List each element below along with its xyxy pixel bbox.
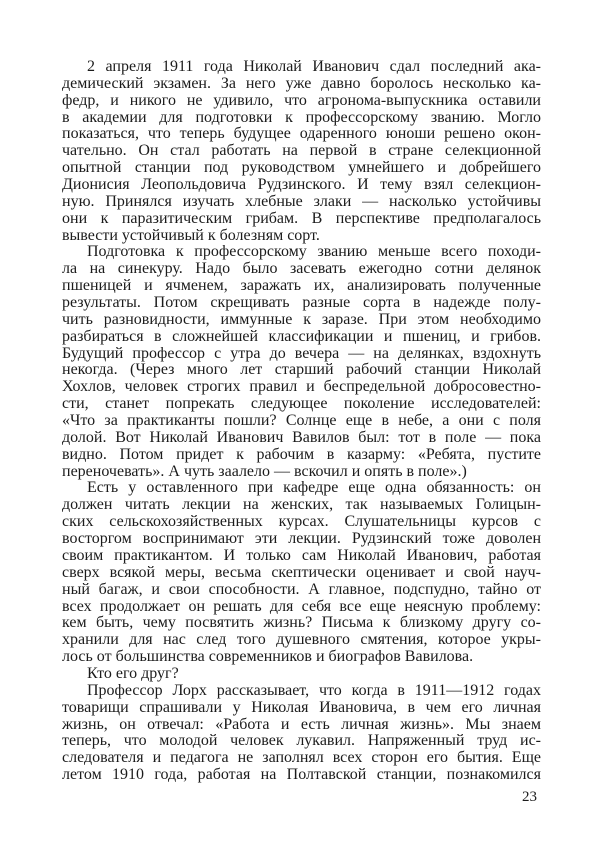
text-line: чить разновидности, иммунные к заразе. При этом необходимо [62,310,541,328]
text-line: федр, и никого не удивило, что агронома-выпускника оставили [62,91,541,109]
text-line: хранили для нас след того душевного смятения, которое укры- [62,631,541,649]
text-line: чательно. Он стал работать на первой в стране селекционной [62,142,541,160]
text-line: Профессор Лорх рассказывает, что когда в 1911—1912 годах [87,681,541,699]
text-line: вывести устойчивый к болезням сорт. [62,226,320,244]
text-line: Подготовка к профессорскому званию меньше всего походи- [87,243,541,261]
text-line: жизнь, он отвечал: «Работа и есть личная жизнь». Мы знаем [62,715,541,733]
text-line: ских сельскохозяйственных курсах. Слушательницы курсов с [62,513,541,531]
text-line: кем быть, чему посвятить жизнь? Письма к близкому другу со- [62,614,541,632]
text-line: видно. Потом придет к рабочим в казарму: «Ребята, пустите [62,445,541,463]
text-line: Хохлов, человек строгих правил и беспредельной добросовестно- [62,378,541,396]
text-line: Есть у оставленного при кафедре еще одна обязанность: он [87,479,541,497]
text-line: переночевать». А чуть заалело — вскочил и опять в поле».) [62,462,467,480]
text-line: 2 апреля 1911 года Николай Иванович сдал последний ака- [87,58,541,75]
text-line: демический экзамен. За него уже давно боролось несколько ка- [62,74,541,92]
text-line: Дионисия Леопольдовича Рудзинского. И тему взял селекцион- [62,176,541,194]
text-line: сверх всякой меры, весьма скептически оценивает и свой науч- [62,563,541,581]
text-line: ную. Принялся изучать хлебные злаки — насколько устойчивы [62,192,541,210]
page-number: 23 [522,789,537,805]
text-line: Будущий профессор с утра до вечера — на делянках, вздохнуть [62,344,541,362]
text-line: долой. Вот Николай Иванович Вавилов был: тот в поле — пока [62,428,541,446]
text-line: сти, станет попрекать следующее поколение исследователей: [62,395,541,413]
text-line: опытной станции под руководством умнейшего и добрейшего [62,159,541,177]
text-line: лось от большинства современников и биографов Вавилова. [62,648,474,666]
text-line: Кто его друг? [87,664,179,682]
text-line: они к паразитическим грибам. В перспективе предполагалось [62,209,541,227]
text-line: всех продолжает он решать для себя все еще неясную проблему: [62,597,541,615]
text-line: ный багаж, и свои способности. А главное, подспудно, тайно от [62,580,541,598]
text-line: некогда. (Через много лет старший рабочий станции Николай [62,361,541,379]
text-line: в академии для подготовки к профессорскому званию. Могло [62,108,541,126]
text-line: разбираться в сложнейшей классификации и пшениц, и грибов. [62,327,541,345]
text-line: товарищи спрашивали у Николая Ивановича, в чем его личная [62,698,541,716]
text-line: ла на синекуру. Надо было засевать ежегодно сотни делянок [62,260,541,278]
text-line: следователя и педагога не заполнял всех сторон его бытия. Еще [62,749,541,767]
text-line: восторгом воспринимают эти лекции. Рудзинский тоже доволен [62,530,541,548]
text-line: теперь, что молодой человек лукавил. Напряженный труд ис- [62,732,541,750]
text-line: своим практикантом. И только сам Николай Иванович, работая [62,546,541,564]
text-line: пшеницей и ячменем, заражать их, анализировать полученные [62,277,541,295]
text-line: должен читать лекции на женских, так называемых Голицын- [62,496,541,514]
text-line: «Что за практиканты пошли? Солнце еще в небе, а они с поля [62,412,541,430]
page-body-text [62,59,541,784]
text-line: летом 1910 года, работая на Полтавской станции, познакомился [62,766,541,784]
text-line: показаться, что теперь будущее одаренного юноши решено окон- [62,125,541,143]
text-line: результаты. Потом скрещивать разные сорта в надежде полу- [62,294,541,312]
